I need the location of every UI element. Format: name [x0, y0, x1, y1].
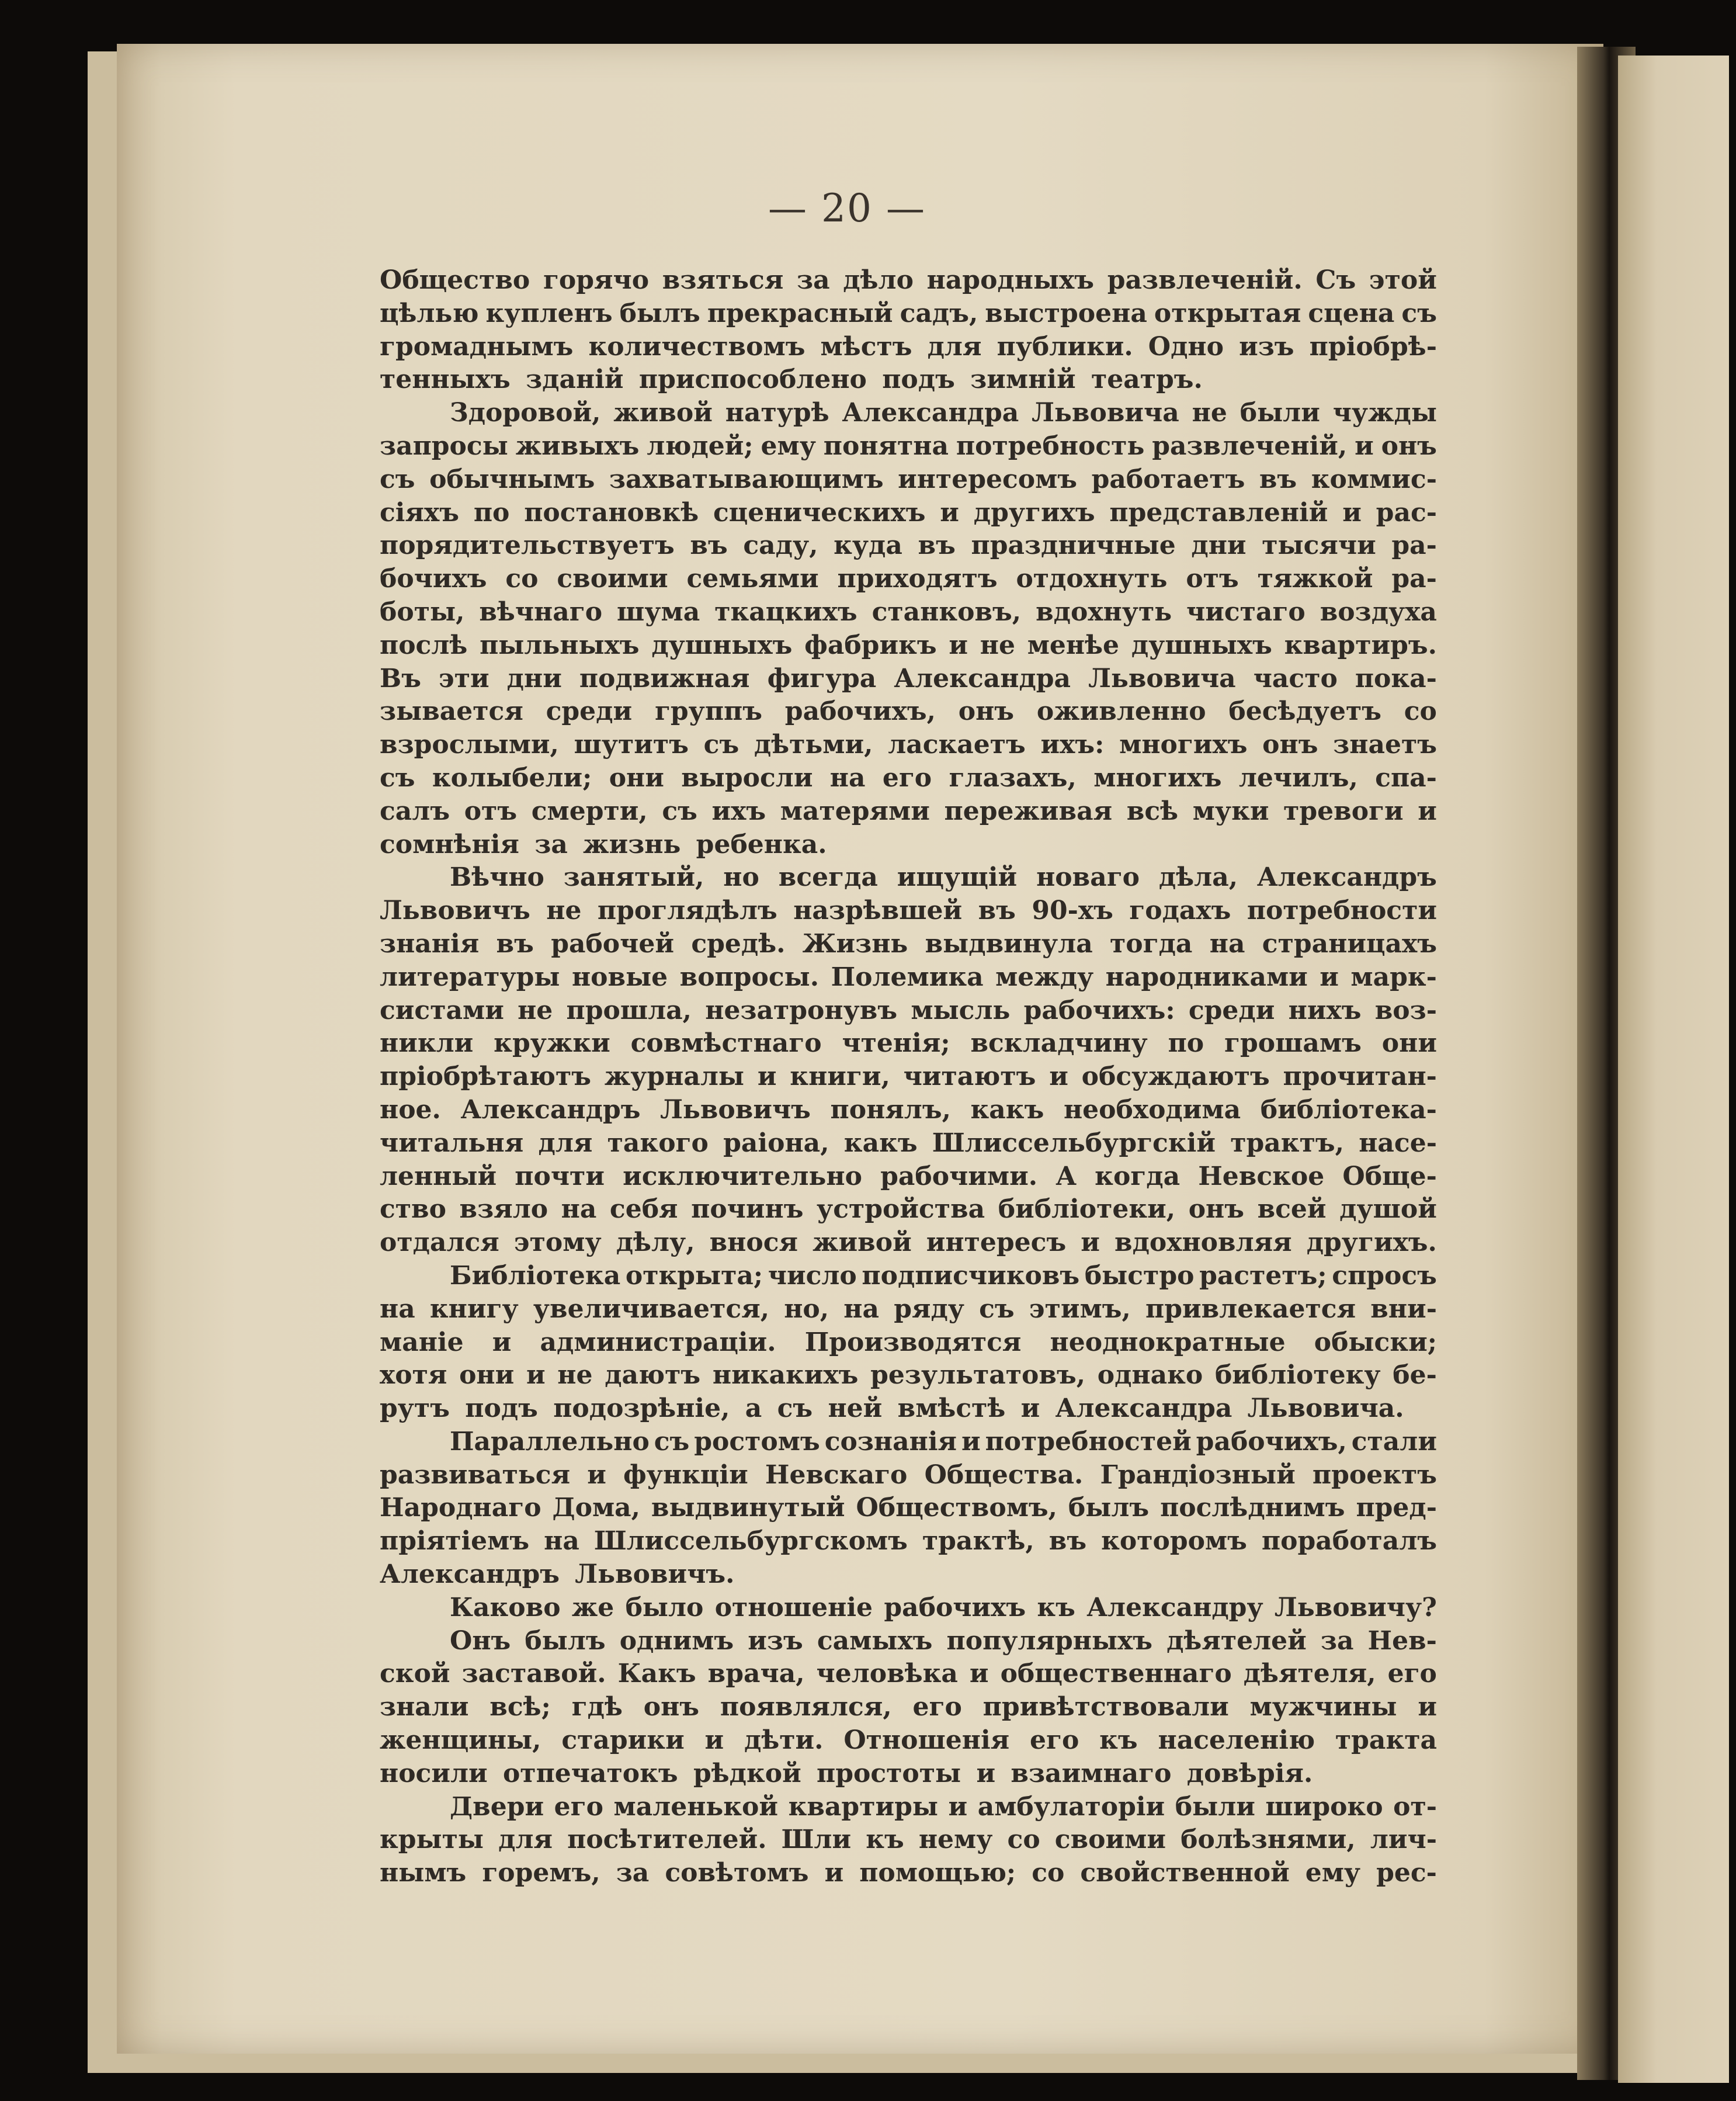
text-line: Львовичъ не проглядѣлъ назрѣвшей въ 90-хъ годахъ потребности [380, 896, 1437, 926]
text-line: послѣ пыльныхъ душныхъ фабрикъ и не менѣе душныхъ квартиръ. [380, 630, 1437, 660]
text-line: нымъ горемъ, за совѣтомъ и помощью; со свойственной ему рес- [380, 1858, 1437, 1888]
body-text [380, 264, 1437, 1890]
text-line: боты, вѣчнаго шума ткацкихъ станковъ, вдохнуть чистаго воздуха [380, 597, 1437, 627]
text-line: отдался этому дѣлу, внося живой интересъ и вдохновляя другихъ. [380, 1228, 1437, 1258]
text-line: Библіотека открыта; число подписчиковъ быстро растетъ; спросъ [450, 1260, 1437, 1291]
text-line: Въ эти дни подвижная фигура Александра Львовича часто пока- [380, 663, 1437, 694]
text-line: знали всѣ; гдѣ онъ появлялся, его привѣтствовали мужчины и [380, 1692, 1437, 1722]
text-line: Общество горячо взяться за дѣло народныхъ развлеченій. Съ этой [380, 265, 1437, 295]
text-line: читальня для такого раіона, какъ Шлиссельбургскій трактъ, насе- [380, 1128, 1437, 1158]
text-line: громаднымъ количествомъ мѣстъ для публики. Одно изъ пріобрѣ- [380, 331, 1437, 362]
text-line: взрослыми, шутитъ съ дѣтьми, ласкаетъ ихъ: многихъ онъ знаетъ [380, 730, 1437, 760]
text-line: ное. Александръ Львовичъ понялъ, какъ необходима библіотека- [380, 1094, 1437, 1125]
text-line: Вѣчно занятый, но всегда ищущій новаго дѣла, Александръ [450, 862, 1437, 893]
text-line: хотя они и не даютъ никакихъ результатовъ, однако библіотеку бе- [380, 1360, 1437, 1391]
text-line: порядительствуетъ въ саду, куда въ праздничные дни тысячи ра- [380, 531, 1437, 561]
text-line: крыты для посѣтителей. Шли къ нему со своими болѣзнями, лич- [380, 1825, 1437, 1855]
text-line: ской заставой. Какъ врача, человѣка и общественнаго дѣятеля, его [380, 1659, 1437, 1689]
page-number: — 20 — [768, 186, 926, 231]
text-line: зывается среди группъ рабочихъ, онъ оживленно бесѣдуетъ со [380, 696, 1437, 727]
text-line: сіяхъ по постановкѣ сценическихъ и другихъ представленій и рас- [380, 497, 1437, 528]
text-line: литературы новые вопросы. Полемика между народниками и марк- [380, 962, 1437, 992]
text-line: никли кружки совмѣстнаго чтенія; вскладчину по грошамъ они [380, 1028, 1437, 1059]
text-line: сомнѣнія за жизнь ребенка. [380, 829, 827, 859]
text-line: запросы живыхъ людей; ему понятна потребность развлеченій, и онъ [380, 431, 1437, 461]
text-line: съ обычнымъ захватывающимъ интересомъ работаетъ въ коммис- [380, 464, 1437, 494]
text-line: на книгу увеличивается, но, на ряду съ этимъ, привлекается вни- [380, 1294, 1437, 1324]
text-line: Параллельно съ ростомъ сознанія и потребностей рабочихъ, стали [450, 1426, 1437, 1457]
text-line: Народнаго Дома, выдвинутый Обществомъ, былъ послѣднимъ пред- [380, 1493, 1437, 1523]
text-line: пріобрѣтаютъ журналы и книги, читаютъ и обсуждаютъ прочитан- [380, 1062, 1437, 1092]
text-line: развиваться и функціи Невскаго Общества. Грандіозный проектъ [380, 1459, 1437, 1490]
text-line: съ колыбели; они выросли на его глазахъ, многихъ лечилъ, спа- [380, 762, 1437, 793]
text-line: салъ отъ смерти, съ ихъ матерями переживая всѣ муки тревоги и [380, 796, 1437, 826]
text-line: ленный почти исключительно рабочими. А когда Невское Обще- [380, 1161, 1437, 1191]
text-line: рутъ подъ подозрѣніе, а съ ней вмѣстѣ и Александра Львовича. [380, 1393, 1404, 1424]
text-line: цѣлью купленъ былъ прекрасный садъ, выстроена открытая сцена съ [380, 298, 1437, 328]
text-line: систами не прошла, незатронувъ мысль рабочихъ: среди нихъ воз- [380, 995, 1437, 1025]
text-line: носили отпечатокъ рѣдкой простоты и взаимнаго довѣрія. [380, 1758, 1313, 1788]
text-line: знанія въ рабочей средѣ. Жизнь выдвинула тогда на страницахъ [380, 928, 1437, 959]
text-line: бочихъ со своими семьями приходятъ отдохнуть отъ тяжкой ра- [380, 564, 1437, 594]
text-line: Здоровой, живой натурѣ Александра Львовича не были чужды [450, 398, 1437, 428]
text-line: Каково же было отношеніе рабочихъ къ Александру Львовичу? [450, 1592, 1437, 1622]
text-line: тенныхъ зданій приспособлено подъ зимній театръ. [380, 365, 1203, 395]
text-line: Двери его маленькой квартиры и амбулаторіи были широко от- [450, 1791, 1437, 1822]
text-line: пріятіемъ на Шлиссельбургскомъ трактѣ, въ которомъ поработалъ [380, 1526, 1437, 1556]
text-line: маніе и администраціи. Производятся неоднократные обыски; [380, 1327, 1437, 1357]
facing-page-edge [1618, 56, 1729, 2083]
text-line: Александръ Львовичъ. [380, 1559, 735, 1590]
text-line: Онъ былъ однимъ изъ самыхъ популярныхъ дѣятелей за Нев- [450, 1625, 1437, 1656]
text-line: ство взяло на себя починъ устройства библіотеки, онъ всей душой [380, 1194, 1437, 1225]
text-line: женщины, старики и дѣти. Отношенія его къ населенію тракта [380, 1725, 1437, 1756]
